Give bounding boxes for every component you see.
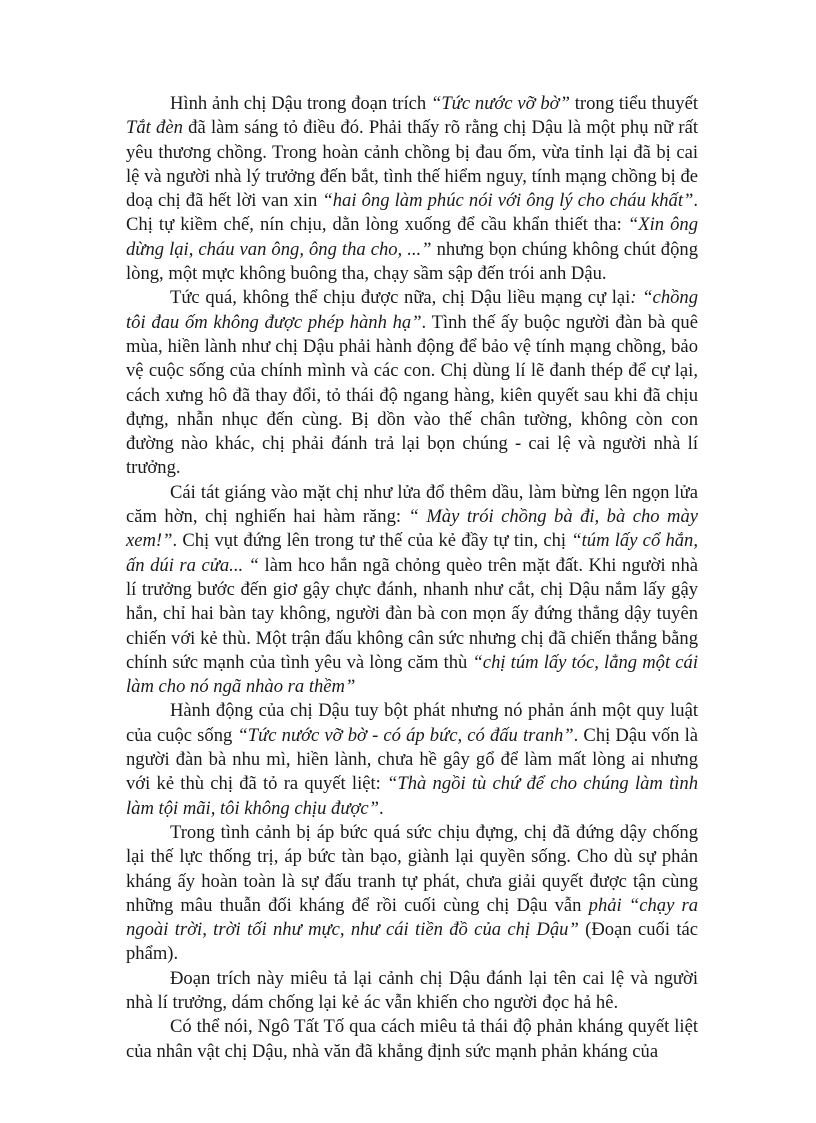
- text-run: Hành động của chị Dậu tuy bột phát nhưng nó phản ánh một quy luật của cuộc sống: [126, 700, 698, 746]
- paragraph: [126, 967, 698, 1016]
- quoted-text: “túm lấy cổ hắn, ấn dúi ra cửa... “: [126, 530, 699, 576]
- text-run: . Chị tự kiềm chế, nín chịu, dằn lòng xuống để cầu khẩn thiết tha:: [126, 190, 698, 236]
- text-run: . Tình thế ấy buộc người đàn bà quê mùa, hiền lành như chị Dậu phải hành động để bảo vệ tính mạng chồng, bảo vệ cuộc sống của chính mình và các con. Chị dùng lí lẽ đanh thép để cự lại, cách xưng hô đã thay đổi, tỏ thái độ ngang hàng, kiên quyết sau khi đã chịu đựng, nhẫn nhục đến cùng. Bị dồn vào thế chân tường, không còn con đường nào khác, chị phải đánh trả lại bọn chúng - cai lệ và người nhà lí trưởng.: [126, 311, 698, 479]
- paragraph: [126, 92, 698, 286]
- text-run: nhưng bọn chúng không chút động lòng, một mực không buông tha, chạy sầm sập đến trói anh Dậu.: [126, 238, 698, 285]
- text-run: trong tiểu thuyết: [569, 93, 699, 114]
- text-run: . Chị vụt đứng lên trong tư thế của kẻ đầy tự tin, chị: [172, 530, 572, 552]
- quoted-text: “Xin ông dừng lại, cháu van ông, ông tha cho, ...”: [126, 214, 698, 260]
- quoted-text: “hai ông làm phúc nói với ông lý cho cháu khất”: [322, 190, 694, 212]
- paragraph: [126, 821, 698, 967]
- text-run: Hình ảnh chị Dậu trong đoạn trích: [170, 93, 431, 114]
- text-run: Có thể nói, Ngô Tất Tố qua cách miêu tả thái độ phản kháng quyết liệt của nhân vật chị Dậu, nhà văn đã khẳng định sức mạnh phản kháng của: [126, 1016, 698, 1062]
- text-run: . Chị Dậu vốn là người đàn bà nhu mì, hiền lành, chưa hề gây gổ để làm mất lòng ai nhưng với kẻ thù chị đã tỏ ra quyết liệt:: [126, 724, 698, 795]
- quoted-text: : “chồng tôi đau ốm không được phép hành hạ”: [126, 287, 699, 333]
- quoted-text: Tắt đèn: [126, 117, 183, 139]
- paragraph: [126, 1015, 698, 1064]
- quoted-text: phải “chạy ra ngoài trời, trời tối như mực, như cái tiền đồ của chị Dậu”: [126, 894, 699, 941]
- text-run: làm hco hắn ngã chỏng quèo trên mặt đất. Khi người nhà lí trưởng bước đến giơ gậy chực đánh, nhanh như cắt, chị Dậu nắm lấy gậy hắn, chỉ hai bàn tay không, người đàn bà con mọn ấy đứng thẳng dậy tuyên chiến với kẻ thù. Một trận đấu không cân sức nhưng chị đã chiến thắng bằng chính sức mạnh của tình yêu và lòng căm thù: [126, 554, 698, 673]
- quoted-text: “Tức nước vỡ bờ”: [431, 93, 570, 114]
- quoted-text: “Tức nước vỡ bờ - có áp bức, có đấu tranh”: [237, 724, 574, 746]
- quoted-text: “ Mày trói chồng bà đi, bà cho mày xem!”: [126, 506, 698, 552]
- paragraph: [126, 699, 698, 820]
- quoted-text: “chị túm lấy tóc, lẳng một cái làm cho nó ngã nhào ra thềm”: [126, 651, 698, 698]
- text-run: (Đoạn cuối tác phẩm).: [126, 919, 698, 965]
- text-run: Đoạn trích này miêu tả lại cảnh chị Dậu đánh lại tên cai lệ và người nhà lí trưởng, dám chống lại kẻ ác vẫn khiến cho người đọc hả hê.: [126, 967, 698, 1013]
- text-run: Cái tát giáng vào mặt chị như lửa đổ thêm dầu, làm bừng lên ngọn lửa căm hờn, chị nghiến hai hàm răng:: [126, 481, 698, 528]
- text-run: .: [379, 797, 384, 819]
- quoted-text: “Thà ngồi tù chứ để cho chúng làm tình làm tội mãi, tôi không chịu được”: [126, 773, 698, 819]
- document-page: [126, 92, 698, 1064]
- paragraph: [126, 286, 698, 480]
- paragraph: [126, 481, 698, 700]
- text-run: Trong tình cảnh bị áp bức quá sức chịu đựng, chị đã đứng dậy chống lại thế lực thống trị, áp bức tàn bạo, giành lại quyền sống. Cho dù sự phản kháng ấy hoàn toàn là sự đấu tranh tự phát, chưa giải quyết được tận cùng những mâu thuẫn đối kháng để rồi cuối cùng chị Dậu vẫn: [126, 821, 698, 916]
- text-run: đã làm sáng tỏ điều đó. Phải thấy rõ rằng chị Dậu là một phụ nữ rất yêu thương chồng. Trong hoàn cảnh chồng bị đau ốm, vừa tỉnh lại đã bị cai lệ và người nhà lý trưởng đến bắt, tình thế hiểm nguy, tính mạng chồng bị đe doạ chị đã hết lời van xin: [126, 117, 698, 212]
- text-run: Tức quá, không thể chịu được nữa, chị Dậu liều mạng cự lại: [170, 287, 631, 309]
